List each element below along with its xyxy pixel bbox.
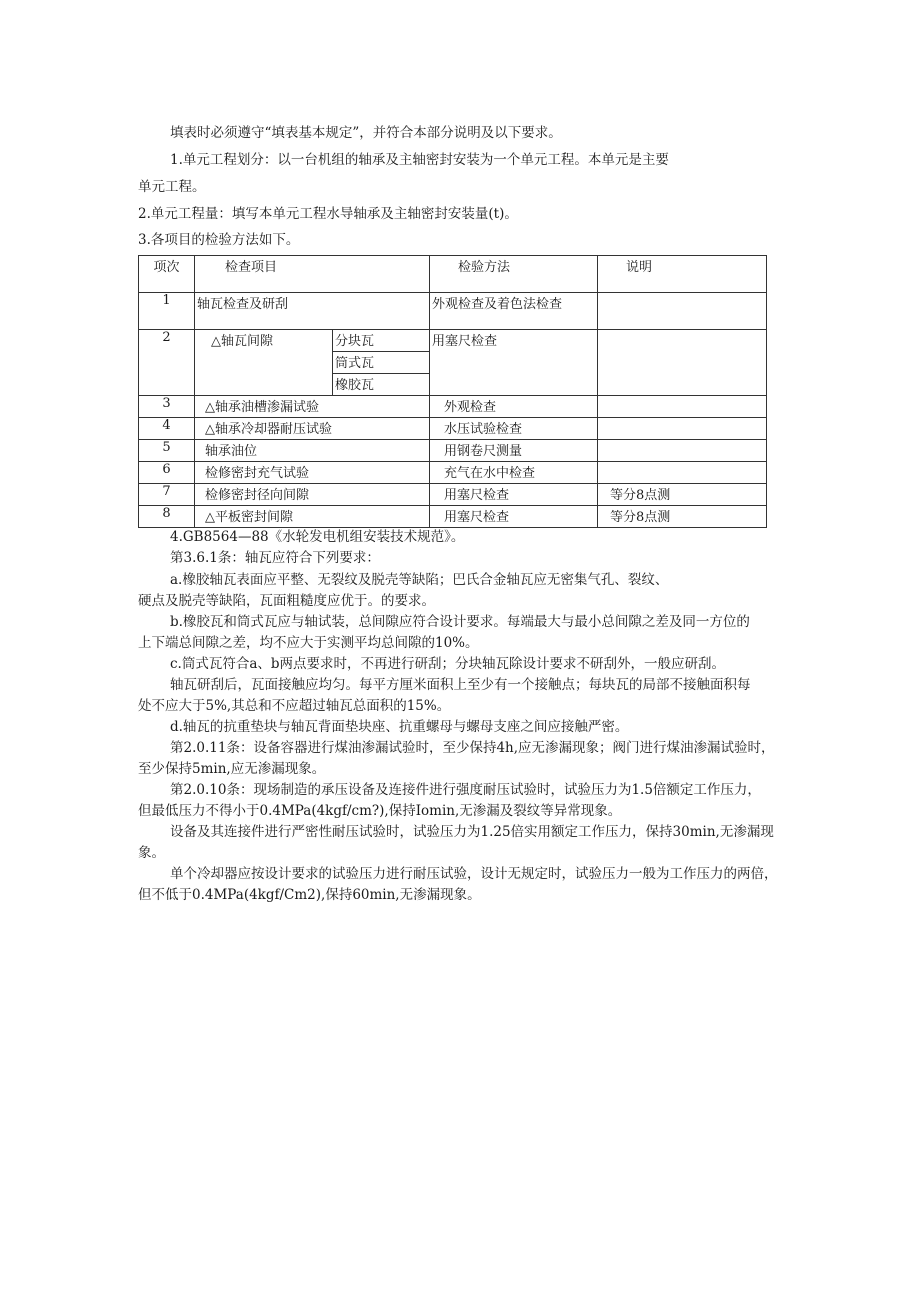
row-item: 检修密封充气试验: [195, 462, 430, 484]
row-no: 7: [139, 484, 195, 506]
row-note: [598, 418, 767, 440]
clause-c-text-3: 处不应大于5%,其总和不应超过轴瓦总面积的15%。: [138, 698, 451, 714]
cooler-test-text: 单个冷却器应按设计要求的试验压力进行耐压试验，设计无规定时，试验压力一般为工作压力的两倍，: [170, 866, 778, 882]
inspection-methods-table: [138, 255, 767, 528]
row-item: △轴承冷却器耐压试验: [195, 418, 430, 440]
row-note: 等分8点测: [598, 484, 767, 506]
header-note: 说明: [598, 256, 767, 293]
table-row: [139, 462, 767, 484]
item-4-text: 4.GB8564—88《水轮发电机组安装技术规范》。: [170, 529, 465, 545]
clause-a-text-cont: 硬点及脱壳等缺陷，瓦面粗糙度应优于。的要求。: [138, 593, 435, 609]
clause-b-text-cont: 上下端总间隙之差，均不应大于实测平均总间隙的10%。: [138, 635, 479, 651]
header-method: 检验方法: [430, 256, 598, 293]
clause-2010-text: 第2.0.10条：现场制造的承压设备及连接件进行强度耐压试验时，试验压力为1.5倍额定工作压力，: [170, 782, 761, 798]
row-no: 4: [139, 418, 195, 440]
row-item: △平板密封间隙: [195, 506, 430, 528]
row-method: 充气在水中检查: [430, 462, 598, 484]
header-no: 项次: [139, 256, 195, 293]
row-method: 用塞尺检查: [430, 484, 598, 506]
cooler-test-text-cont: 但不低于0.4MPa(4kgf/Cm2),保持60min,无渗漏现象。: [138, 887, 481, 903]
row-no: 1: [139, 293, 195, 330]
row-no: 6: [139, 462, 195, 484]
table-row: [139, 396, 767, 418]
table-row: [139, 293, 767, 330]
table-row: [139, 330, 767, 352]
row-note: [598, 440, 767, 462]
row-note: [598, 462, 767, 484]
row-note: [598, 293, 767, 330]
row-item: △轴瓦间隙: [195, 330, 333, 396]
row-no: 3: [139, 396, 195, 418]
item-1-text-cont: 单元工程。: [138, 179, 206, 195]
item-2-text: 2.单元工程量：填写本单元工程水导轴承及主轴密封安装量(t)。: [138, 206, 518, 222]
clause-2011-text: 第2.0.11条：设备容器进行煤油渗漏试验时，至少保持4h,应无渗漏现象；阀门进行煤油渗漏试验时，: [170, 740, 775, 756]
row-subitem: 分块瓦: [333, 330, 430, 352]
row-note: [598, 396, 767, 418]
table-row: [139, 484, 767, 506]
clause-2011-text-cont: 至少保持5min,应无渗漏现象。: [138, 761, 326, 777]
row-note: 等分8点测: [598, 506, 767, 528]
clause-2010-text-cont: 但最低压力不得小于0.4MPa(4kgf/cm?),保持Iomin,无渗漏及裂纹等异常现象。: [138, 803, 622, 819]
row-method: 外观检查及着色法检查: [430, 293, 598, 330]
clause-361-title: 第3.6.1条：轴瓦应符合下列要求：: [170, 550, 380, 566]
row-subitem: 橡胶瓦: [333, 374, 430, 396]
intro-paragraph: 填表时必须遵守“填表基本规定”，并符合本部分说明及以下要求。: [170, 125, 562, 141]
clause-a-text: a.橡胶轴瓦表面应平整、无裂纹及脱壳等缺陷；巴氏合金轴瓦应无密集气孔、裂纹、: [170, 572, 669, 588]
item-1-text: 1.单元工程划分：以一台机组的轴承及主轴密封安装为一个单元工程。本单元是主要: [170, 152, 669, 168]
clause-d-text: d.轴瓦的抗重垫块与轴瓦背面垫块座、抗重螺母与螺母支座之间应接触严密。: [170, 719, 629, 735]
row-item: 检修密封径向间隙: [195, 484, 430, 506]
row-no: 5: [139, 440, 195, 462]
row-method: 外观检查: [430, 396, 598, 418]
row-no: 8: [139, 506, 195, 528]
row-method: 用塞尺检查: [430, 330, 598, 396]
row-method: 用钢卷尺测量: [430, 440, 598, 462]
row-item: △轴承油槽渗漏试验: [195, 396, 430, 418]
row-subitem: 筒式瓦: [333, 352, 430, 374]
row-no: 2: [139, 330, 195, 396]
row-item: 轴承油位: [195, 440, 430, 462]
row-method: 水压试验检查: [430, 418, 598, 440]
tightness-test-text: 设备及其连接件进行严密性耐压试验时，试验压力为1.25倍实用额定工作压力，保持30min,无渗漏现: [170, 824, 774, 840]
clause-c-text: c.筒式瓦符合a、b两点要求时，不再进行研刮；分块轴瓦除设计要求不研刮外，一般应研刮。: [170, 656, 726, 672]
row-item: 轴瓦检查及研刮: [195, 293, 430, 330]
table-header-row: [139, 256, 767, 293]
clause-b-text: b.橡胶瓦和筒式瓦应与轴试装，总间隙应符合设计要求。每端最大与最小总间隙之差及同一方位的: [170, 614, 750, 630]
table-row: [139, 506, 767, 528]
table-row: [139, 418, 767, 440]
row-method: 用塞尺检查: [430, 506, 598, 528]
item-3-text: 3.各项目的检验方法如下。: [138, 232, 300, 248]
table-row: [139, 440, 767, 462]
clause-c-text-2: 轴瓦研刮后，瓦面接触应均匀。每平方厘米面积上至少有一个接触点；每块瓦的局部不接触面积每: [170, 677, 751, 693]
header-item: 检查项目: [195, 256, 430, 293]
tightness-test-text-cont: 象。: [138, 845, 165, 861]
row-note: [598, 330, 767, 396]
